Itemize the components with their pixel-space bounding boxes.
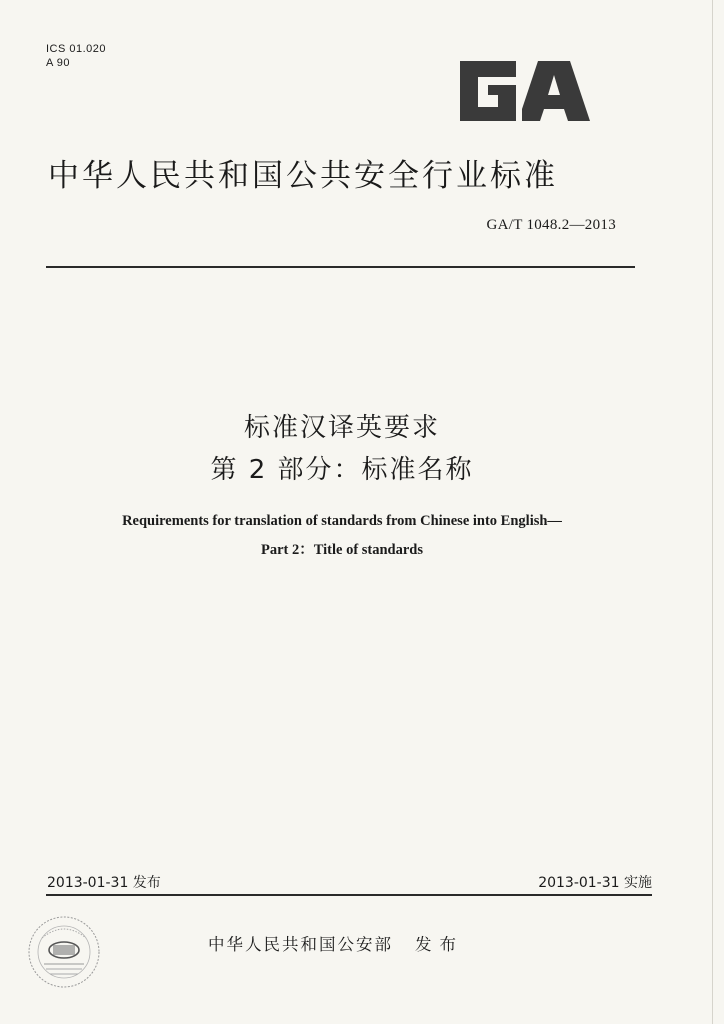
- ccs-code: A 90: [46, 57, 71, 69]
- organization-title: 中华人民共和国公共安全行业标准: [48, 158, 558, 194]
- publisher-stamp-seal: [26, 914, 102, 990]
- classification-codes: [46, 42, 106, 70]
- chinese-title-line-1: 标准汉译英要求: [243, 413, 440, 443]
- issuer-name: 中华人民共和国公安部: [208, 935, 393, 954]
- effective-date: 2013-01-31 实施: [538, 875, 652, 891]
- issue-verb: 发布: [415, 935, 464, 954]
- ics-code: ICS 01.020: [46, 43, 107, 55]
- top-divider: [46, 266, 635, 268]
- ga-logo: [454, 55, 592, 125]
- english-title-line-1: Requirements for translation of standards from Chinese into English—: [122, 513, 562, 529]
- issue-date: 2013-01-31 发布: [47, 875, 161, 891]
- issuer-line: [208, 931, 464, 955]
- english-title-line-2: Part 2：Title of standards: [260, 542, 424, 558]
- standard-number: GA/T 1048.2—2013: [486, 217, 616, 233]
- bottom-divider: [46, 894, 652, 896]
- chinese-title-line-2: 第 2 部分：标准名称: [210, 455, 474, 485]
- page-edge: [712, 0, 713, 1024]
